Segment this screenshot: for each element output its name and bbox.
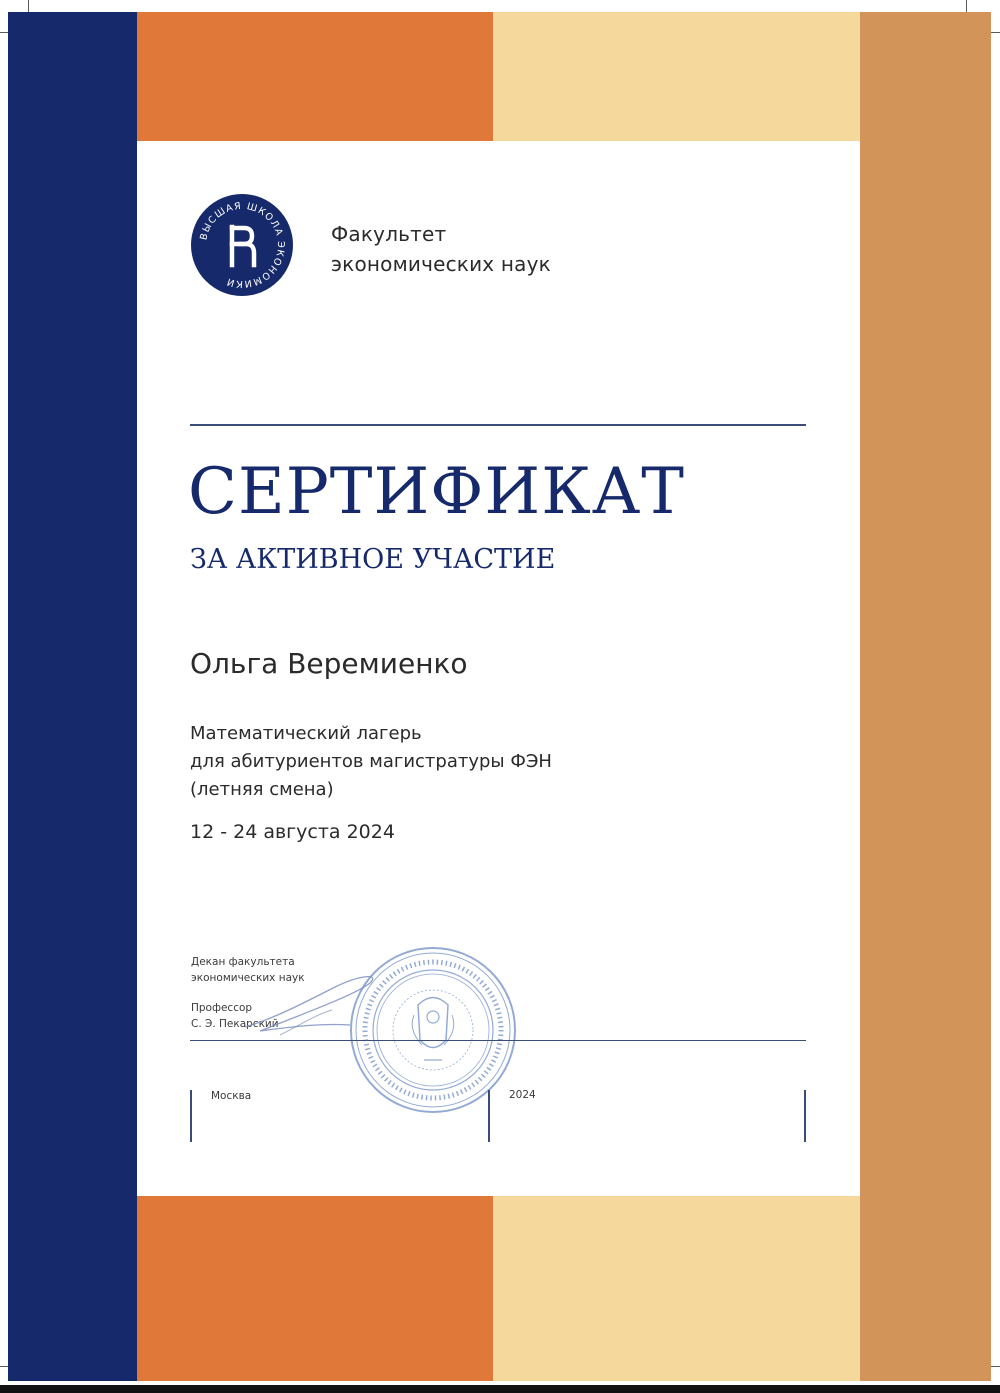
top-orange-band: [137, 12, 493, 141]
signer-name: С. Э. Пекарский: [191, 1018, 279, 1030]
event-line-3: (летняя смена): [190, 779, 334, 800]
logo-ring-text: ВЫСШАЯ ШКОЛА ЭКОНОМИКИ: [198, 200, 287, 290]
footer-city: Москва: [211, 1090, 252, 1102]
faculty-name: [331, 219, 551, 279]
left-navy-band: [8, 12, 137, 1381]
bottom-dark-bar: [0, 1385, 1000, 1393]
signer-role-line-2: экономических наук: [191, 972, 305, 984]
certificate-subtitle: ЗА АКТИВНОЕ УЧАСТИЕ: [190, 544, 556, 575]
divider-bottom: [190, 1040, 806, 1041]
signer-role-line-1: Декан факультета: [191, 956, 295, 968]
certificate-title: СЕРТИФИКАТ: [188, 455, 685, 529]
footer-year: 2024: [509, 1089, 536, 1101]
recipient-name: Ольга Веремиенко: [190, 647, 468, 680]
faculty-line-2: экономических наук: [331, 252, 551, 276]
bottom-orange-band: [137, 1196, 493, 1381]
signature: [240, 965, 390, 1045]
event-line-1: Математический лагерь: [190, 723, 422, 744]
divider-top: [190, 424, 806, 426]
bottom-cream-band: [493, 1196, 860, 1381]
event-dates: 12 - 24 августа 2024: [190, 821, 395, 843]
signer-title: Профессор: [191, 1002, 253, 1014]
faculty-line-1: Факультет: [331, 222, 447, 246]
event-line-2: для абитуриентов магистратуры ФЭН: [190, 751, 552, 772]
footer-divider-left: [190, 1090, 192, 1142]
top-cream-band: [493, 12, 860, 141]
footer-divider-right: [804, 1090, 806, 1142]
footer-divider-middle: [488, 1090, 490, 1142]
event-description: [190, 720, 552, 804]
hse-logo-icon: [190, 193, 294, 297]
right-tan-band: [860, 12, 991, 1381]
